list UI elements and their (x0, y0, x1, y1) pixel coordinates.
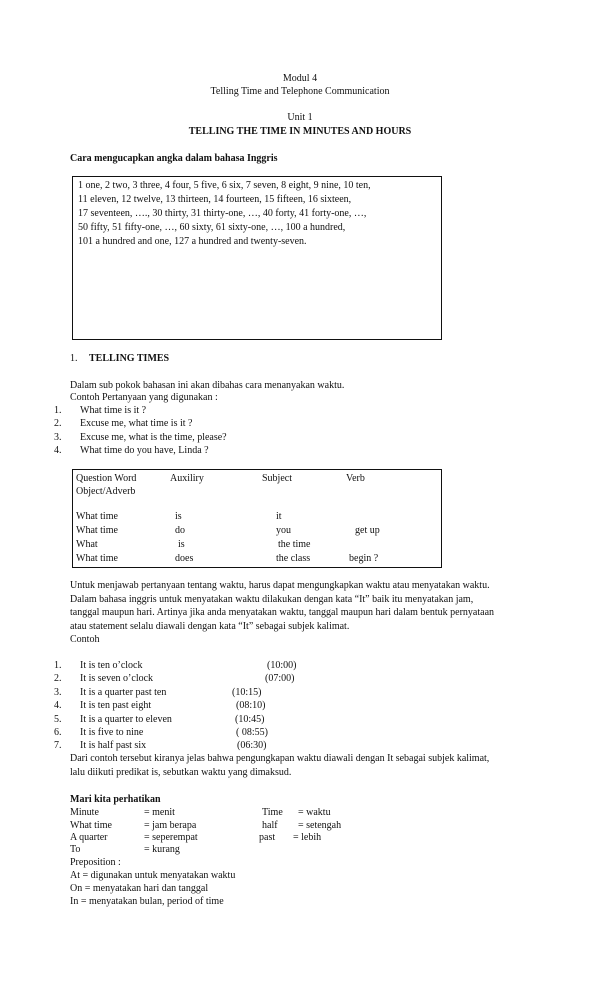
vocab-term: To (70, 844, 81, 855)
table-cell: What time (76, 511, 118, 522)
example-time: (07:00) (265, 673, 295, 684)
numbers-line: 50 fifty, 51 fifty-one, …, 60 sixty, 61 sixty-one, …, 100 a hundred, (78, 222, 346, 233)
grammar-table (72, 469, 442, 568)
vocab-term: Minute (70, 807, 99, 818)
vocab-term: Time (262, 807, 283, 818)
list-number: 4. (54, 700, 62, 711)
list-number: 4. (54, 445, 62, 456)
list-number: 7. (54, 740, 62, 751)
vocab-term: What time (70, 820, 112, 831)
example-time: (10:00) (267, 660, 297, 671)
list-number: 1. (54, 660, 62, 671)
vocab-term: A quarter (70, 832, 108, 843)
table-cell: you (276, 525, 291, 536)
table-header: Question Word (76, 473, 137, 484)
question-item: What time do you have, Linda ? (80, 445, 209, 456)
numbers-line: 17 seventeen, …., 30 thirty, 31 thirty-one, …, 40 forty, 41 forty-one, …, (78, 208, 367, 219)
table-cell: get up (355, 525, 380, 536)
unit-label: Unit 1 (287, 112, 313, 123)
table-cell: What time (76, 553, 118, 564)
table-header: Object/Adverb (76, 486, 136, 497)
vocab-meaning: = menit (144, 807, 175, 818)
preposition-item: On = menyatakan hari dan tanggal (70, 883, 209, 894)
question-item: Excuse me, what is the time, please? (80, 432, 227, 443)
module-label: Modul 4 (282, 73, 318, 84)
examples-label: Contoh Pertanyaan yang digunakan : (70, 392, 218, 403)
preposition-item: In = menyatakan bulan, period of time (70, 896, 224, 907)
vocab-heading: Mari kita perhatikan (70, 794, 161, 805)
table-cell: What (76, 539, 98, 550)
table-header: Auxiliry (170, 473, 204, 484)
vocab-term: half (262, 820, 278, 831)
answer-paragraph-line: Untuk menjawab pertanyaan tentang waktu, harus dapat mengungkapkan waktu atau menyatakan waktu. (70, 580, 490, 591)
table-cell: the time (278, 539, 311, 550)
numbers-line: 1 one, 2 two, 3 three, 4 four, 5 five, 6 six, 7 seven, 8 eight, 9 nine, 10 ten, (78, 180, 371, 191)
list-number: 1. (54, 405, 62, 416)
example-text: It is a quarter past ten (80, 687, 167, 698)
unit-title: TELLING THE TIME IN MINUTES AND HOURS (188, 126, 412, 137)
example-text: It is half past six (80, 740, 147, 751)
table-header: Verb (346, 473, 365, 484)
list-number: 2. (54, 673, 62, 684)
table-cell: does (175, 553, 194, 564)
example-text: It is a quarter to eleven (80, 714, 172, 725)
preposition-label: Preposition : (70, 857, 121, 868)
example-time: (10:15) (232, 687, 262, 698)
answer-paragraph-line: Dalam bahasa inggris untuk menyatakan waktu dilakukan dengan kata “It” baik itu menyatakan jam, (70, 594, 474, 605)
example-text: It is seven o’clock (80, 673, 154, 684)
example-label: Contoh (70, 634, 100, 645)
table-cell: is (178, 539, 185, 550)
example-text: It is ten past eight (80, 700, 152, 711)
table-header: Subject (262, 473, 292, 484)
example-time: (10:45) (235, 714, 265, 725)
table-cell: is (175, 511, 182, 522)
table-cell: do (175, 525, 185, 536)
list-number: 6. (54, 727, 62, 738)
list-number: 3. (54, 432, 62, 443)
vocab-meaning: = lebih (293, 832, 322, 843)
numbers-heading: Cara mengucapkan angka dalam bahasa Inggris (70, 153, 278, 164)
numbers-line: 11 eleven, 12 twelve, 13 thirteen, 14 fourteen, 15 fifteen, 16 sixteen, (78, 194, 352, 205)
preposition-item: At = digunakan untuk menyatakan waktu (70, 870, 236, 881)
vocab-meaning: = jam berapa (144, 820, 197, 831)
numbers-line: 101 a hundred and one, 127 a hundred and twenty-seven. (78, 236, 307, 247)
vocab-term: past (259, 832, 276, 843)
example-time: (06:30) (237, 740, 267, 751)
table-cell: it (276, 511, 282, 522)
module-title: Telling Time and Telephone Communication (210, 86, 390, 97)
answer-paragraph-line: tanggal maupun hari. Artinya jika anda menyatakan waktu, tanggal maupun hari dalam bentuk pernyataan (70, 607, 495, 618)
table-cell: the class (276, 553, 311, 564)
list-number: 3. (54, 687, 62, 698)
example-text: It is ten o’clock (80, 660, 143, 671)
example-time: (08:10) (236, 700, 266, 711)
vocab-meaning: = seperempat (144, 832, 198, 843)
numbers-box (72, 176, 442, 340)
section-number: 1. (70, 353, 78, 364)
question-item: What time is it ? (80, 405, 147, 416)
question-item: Excuse me, what time is it ? (80, 418, 193, 429)
conclusion-line: Dari contoh tersebut kiranya jelas bahwa pengungkapan waktu diawali dengan It sebagai subjek kalimat, (70, 753, 490, 764)
list-number: 2. (54, 418, 62, 429)
table-cell: begin ? (349, 553, 379, 564)
conclusion-line: lalu diikuti predikat is, sebutkan waktu yang dimaksud. (70, 767, 292, 778)
vocab-meaning: = kurang (144, 844, 180, 855)
answer-paragraph-line: atau statement selalu diawali dengan kata “It” sebagai subjek kalimat. (70, 621, 350, 632)
example-text: It is five to nine (80, 727, 144, 738)
vocab-meaning: = waktu (298, 807, 331, 818)
table-cell: What time (76, 525, 118, 536)
example-time: ( 08:55) (236, 727, 268, 738)
vocab-meaning: = setengah (298, 820, 342, 831)
section-title: TELLING TIMES (89, 353, 170, 364)
section-intro: Dalam sub pokok bahasan ini akan dibahas cara menanyakan waktu. (70, 380, 345, 391)
list-number: 5. (54, 714, 62, 725)
